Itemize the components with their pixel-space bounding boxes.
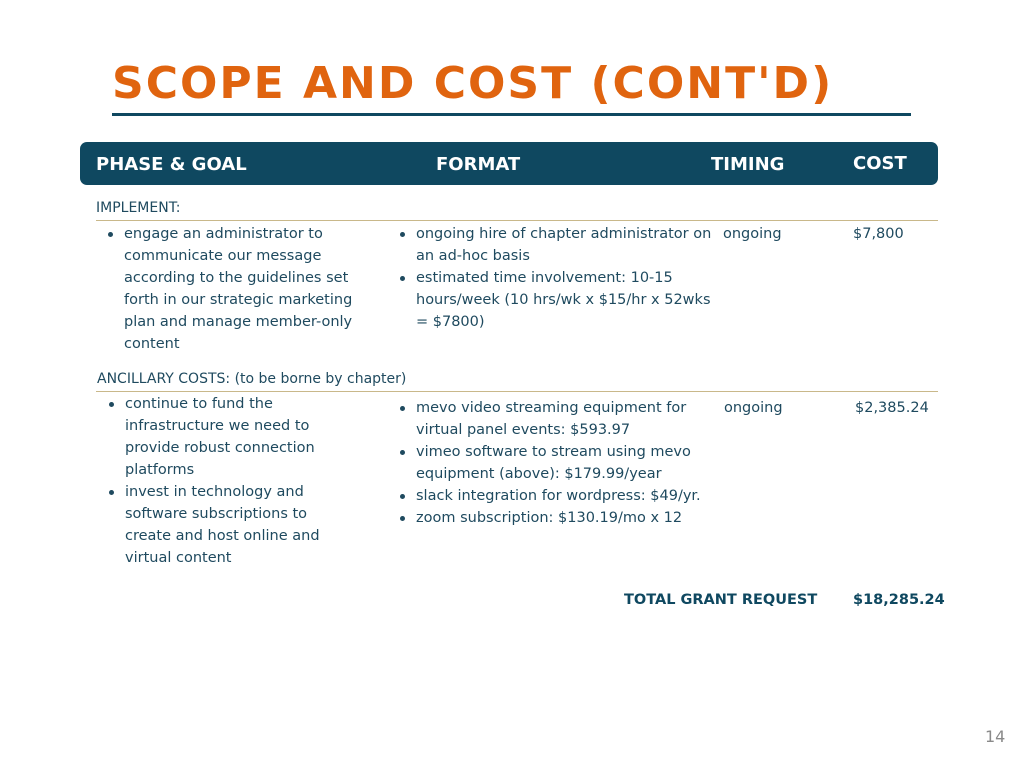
implement-timing: ongoing [723,226,782,242]
list-item: ongoing hire of chapter administrator on an ad-hoc basis [398,223,720,267]
list-item: slack integration for wordpress: $49/yr. [398,485,720,507]
header-cost: COST [853,153,907,174]
page-number: 14 [985,727,1006,746]
total-value: $18,285.24 [853,592,945,608]
list-item: engage an administrator to communicate our message according to the guidelines set forth in our strategic marketing plan and manage member-only content [106,223,378,355]
implement-formats-list [398,223,720,333]
total-label: TOTAL GRANT REQUEST [624,592,818,608]
implement-goals-list [106,223,378,355]
section-label-implement: IMPLEMENT: [96,200,181,216]
implement-cost: $7,800 [853,226,904,242]
ancillary-cost: $2,385.24 [855,400,929,416]
ancillary-formats-list [398,397,720,529]
ancillary-goals-list [107,393,357,569]
list-item: continue to fund the infrastructure we need to provide robust connection platforms [107,393,357,481]
table-header [80,142,938,185]
list-item: estimated time involvement: 10-15 hours/week (10 hrs/wk x $15/hr x 52wks = $7800) [398,267,720,333]
title-underline [112,113,911,116]
section-divider [96,391,938,392]
section-label-ancillary: ANCILLARY COSTS: (to be borne by chapter) [97,371,407,387]
header-phase-goal: PHASE & GOAL [96,154,247,175]
list-item: mevo video streaming equipment for virtual panel events: $593.97 [398,397,720,441]
section-divider [96,220,938,221]
header-timing: TIMING [711,154,785,175]
list-item: invest in technology and software subscriptions to create and host online and virtual content [107,481,357,569]
header-format: FORMAT [436,154,521,175]
page-title: SCOPE AND COST (CONT'D) [112,58,834,109]
ancillary-timing: ongoing [724,400,783,416]
list-item: vimeo software to stream using mevo equipment (above): $179.99/year [398,441,720,485]
list-item: zoom subscription: $130.19/mo x 12 [398,507,720,529]
